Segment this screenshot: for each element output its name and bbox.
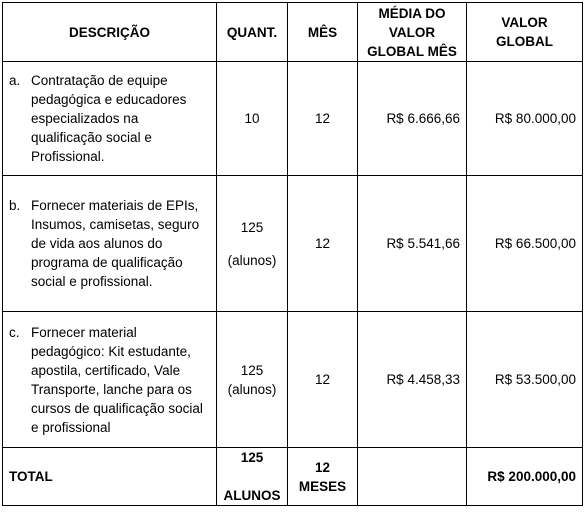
valor-cell: R$ 53.500,00 [467, 312, 583, 448]
quant-cell: 10 [217, 62, 288, 176]
total-row [3, 448, 583, 506]
media-cell: R$ 5.541,66 [358, 176, 467, 312]
mes-cell: 12 [288, 62, 358, 176]
budget-table [2, 2, 583, 506]
description-cell [3, 62, 217, 176]
item-letter: b. [9, 198, 21, 213]
total-mes: 12 [314, 459, 331, 475]
header-mes: MÊS [288, 3, 358, 62]
header-descricao: DESCRIÇÃO [3, 3, 217, 62]
table-row [3, 62, 583, 176]
total-quant-cell [217, 448, 288, 506]
total-valor: R$ 200.000,00 [467, 448, 583, 506]
media-cell: R$ 4.458,33 [358, 312, 467, 448]
valor-cell: R$ 80.000,00 [467, 62, 583, 176]
description-cell [3, 176, 217, 312]
header-valor-global: VALOR GLOBAL [467, 3, 583, 62]
mes-cell: 12 [288, 312, 358, 448]
item-description: Contratação de equipe pedagógica e educadores especializados na qualificação social e Profissional. [31, 73, 187, 164]
quant-value: 125 [240, 362, 264, 378]
total-quant: 125 [240, 450, 264, 465]
header-media-line3: GLOBAL MÊS [367, 43, 457, 59]
item-description: Fornecer material pedagógico: Kit estudante, apostila, certificado, Vale Transporte, lanche para os cursos de qualificação social e profissional [31, 324, 203, 435]
header-quant: QUANT. [217, 3, 288, 62]
total-mes-cell [288, 448, 358, 506]
total-mes-unit: MESES [298, 478, 347, 494]
media-cell: R$ 6.666,66 [358, 62, 467, 176]
table-row [3, 176, 583, 312]
quant-note: (alunos) [227, 252, 277, 268]
total-media-cell [358, 448, 467, 506]
item-description: Fornecer materiais de EPIs, Insumos, camisetas, seguro de vida aos alunos do programa de qualificação social e profissional. [31, 198, 200, 289]
quant-cell [217, 312, 288, 448]
mes-cell: 12 [288, 176, 358, 312]
table-row [3, 312, 583, 448]
valor-cell: R$ 66.500,00 [467, 176, 583, 312]
total-label: TOTAL [3, 448, 217, 506]
quant-note: (alunos) [227, 381, 277, 397]
header-row [3, 3, 583, 62]
quant-cell [217, 176, 288, 312]
description-cell [3, 312, 217, 448]
total-quant-unit: ALUNOS [223, 488, 281, 503]
header-media [358, 3, 467, 62]
item-letter: c. [9, 324, 20, 340]
item-letter: a. [9, 73, 21, 88]
header-media-line1: MÉDIA DO [378, 5, 446, 21]
quant-value: 125 [240, 219, 264, 235]
header-media-line2: VALOR [388, 24, 436, 40]
